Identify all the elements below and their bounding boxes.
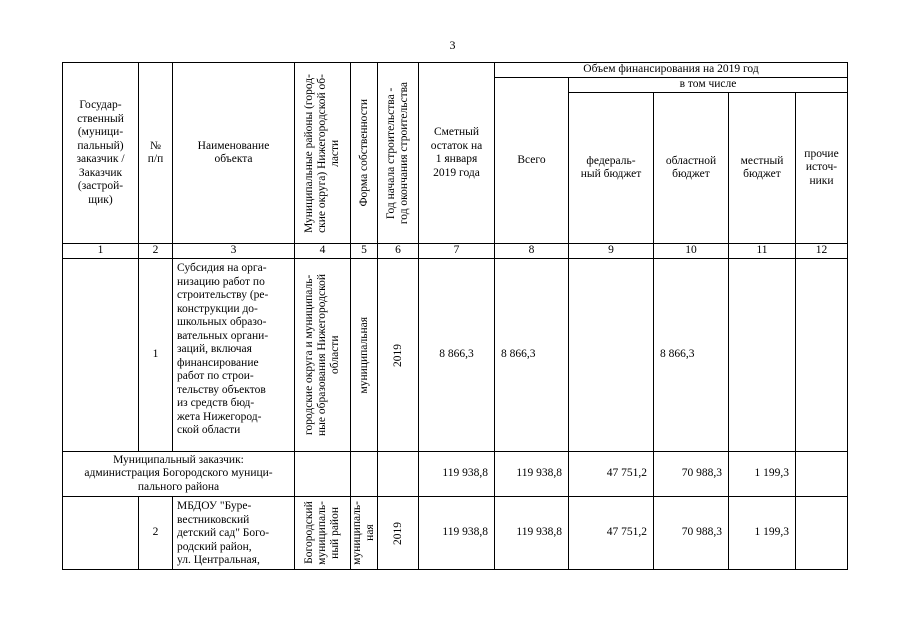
header-num: № п/п <box>139 63 173 244</box>
customer-label: Муниципальный заказчик: администрация Богородского муници- пального района <box>63 452 295 497</box>
header-object-name: Наименование объекта <box>173 63 295 244</box>
federal-value: 47 751,2 <box>569 497 654 570</box>
column-number: 6 <box>378 244 419 259</box>
local-value: 1 199,3 <box>729 497 796 570</box>
header-other: прочие источ- ники <box>796 93 848 244</box>
local-value <box>729 259 796 452</box>
header-federal: федераль- ный бюджет <box>569 93 654 244</box>
page-number: 3 <box>449 38 456 52</box>
column-number: 7 <box>419 244 495 259</box>
column-number: 1 <box>63 244 139 259</box>
total-value: 119 938,8 <box>495 497 569 570</box>
table-row-customer <box>63 452 848 497</box>
empty-cell <box>63 497 139 570</box>
balance-value: 119 938,8 <box>419 497 495 570</box>
header-total: Всего <box>495 78 569 244</box>
header-years: Год начала строительства - год окончания строительства <box>378 63 419 244</box>
row-num: 1 <box>139 259 173 452</box>
row-num: 2 <box>139 497 173 570</box>
regional-value: 70 988,3 <box>654 497 729 570</box>
object-name: Субсидия на орга- низацию работ по строительству (ре- конструкции до- школьных образо- вательных органи- заций, включая финансирование работ по строи- тельству объектов из средств бюд- жета Нижегород- ской области <box>173 259 295 452</box>
table-row-mbdou <box>63 497 848 570</box>
regional-value: 8 866,3 <box>654 259 729 452</box>
total-value: 8 866,3 <box>495 259 569 452</box>
regional-value: 70 988,3 <box>654 452 729 497</box>
header-balance: Сметный остаток на 1 января 2019 года <box>419 63 495 244</box>
district: Богородский муниципаль- ный район <box>295 497 351 570</box>
ownership: муниципаль- ная <box>351 497 378 570</box>
ownership: муниципальная <box>351 259 378 452</box>
other-value <box>796 497 848 570</box>
year: 2019 <box>378 259 419 452</box>
total-value: 119 938,8 <box>495 452 569 497</box>
column-number: 10 <box>654 244 729 259</box>
local-value: 1 199,3 <box>729 452 796 497</box>
empty-cell <box>63 259 139 452</box>
column-number: 2 <box>139 244 173 259</box>
table-row-subsidy <box>63 259 848 452</box>
empty-cell <box>378 452 419 497</box>
other-value <box>796 259 848 452</box>
year: 2019 <box>378 497 419 570</box>
district: городские округа и муниципаль- ные образования Нижегородской области <box>295 259 351 452</box>
column-number: 12 <box>796 244 848 259</box>
header-customer: Государ- ственный (муници- пальный) заказчик / Заказчик (застрой- щик) <box>63 63 139 244</box>
column-number: 5 <box>351 244 378 259</box>
column-number: 4 <box>295 244 351 259</box>
federal-value: 47 751,2 <box>569 452 654 497</box>
empty-cell <box>351 452 378 497</box>
header-districts: Муниципальные районы (город- ские округа) Нижегородской об- ласти <box>295 63 351 244</box>
column-number: 11 <box>729 244 796 259</box>
header-including: в том числе <box>569 78 848 93</box>
column-number: 9 <box>569 244 654 259</box>
other-value <box>796 452 848 497</box>
balance-value: 8 866,3 <box>419 259 495 452</box>
header-ownership: Форма собственности <box>351 63 378 244</box>
header-financing: Объем финансирования на 2019 год <box>495 63 848 78</box>
column-number: 8 <box>495 244 569 259</box>
header-regional: областной бюджет <box>654 93 729 244</box>
financing-table <box>62 62 848 570</box>
column-number: 3 <box>173 244 295 259</box>
object-name: МБДОУ "Буре- вестниковский детский сад" Бого- родский район, ул. Центральная, <box>173 497 295 570</box>
column-numbers-row <box>63 244 848 259</box>
header-local: местный бюджет <box>729 93 796 244</box>
federal-value <box>569 259 654 452</box>
empty-cell <box>295 452 351 497</box>
balance-value: 119 938,8 <box>419 452 495 497</box>
